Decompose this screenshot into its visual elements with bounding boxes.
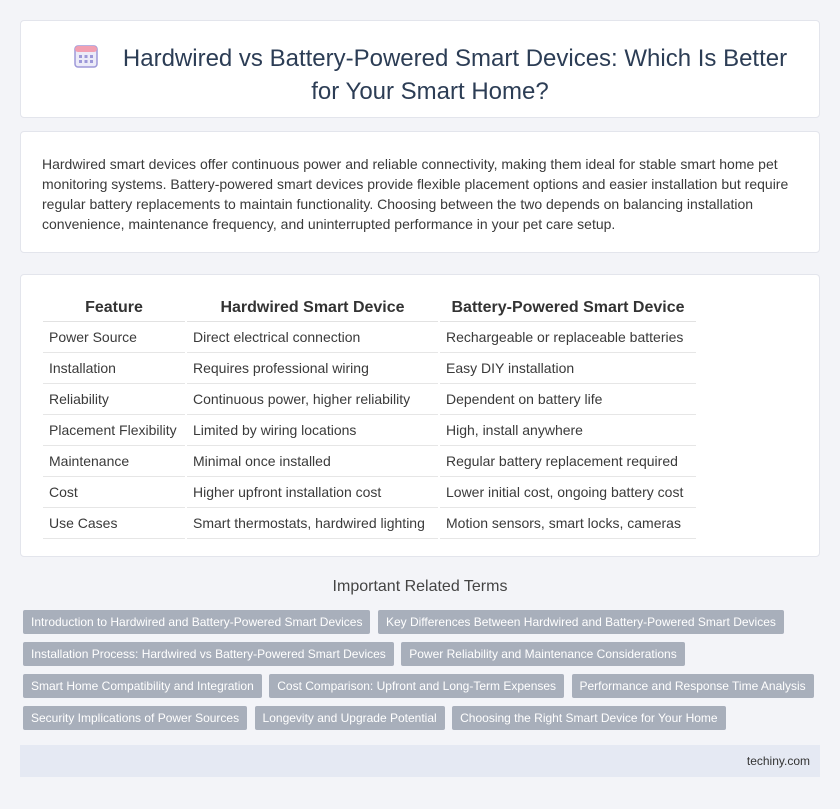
table-cell: Higher upfront installation cost <box>186 476 439 507</box>
table-cell: Easy DIY installation <box>439 352 696 383</box>
table-cell: Smart thermostats, hardwired lighting <box>186 507 439 538</box>
table-cell: Dependent on battery life <box>439 383 696 414</box>
comparison-card <box>20 274 820 557</box>
table-row <box>43 414 696 445</box>
related-term-tag[interactable]: Installation Process: Hardwired vs Battery-Powered Smart Devices <box>23 642 394 666</box>
footer <box>20 745 820 777</box>
related-term-tag[interactable]: Smart Home Compatibility and Integration <box>23 674 262 698</box>
table-cell: Rechargeable or replaceable batteries <box>439 321 696 352</box>
intro-paragraph: Hardwired smart devices offer continuous power and reliable connectivity, making them ideal for stable smart home pet monitoring systems. Battery-powered smart devices provide flexible placement options and easier installation but require regular battery replacements to maintain functionality. Choosing between the two depends on balancing installation convenience, maintenance frequency, and uninterrupted performance in your pet care setup. <box>42 156 789 232</box>
column-header-hardwired: Hardwired Smart Device <box>186 295 439 321</box>
table-cell: Minimal once installed <box>186 445 439 476</box>
table-row <box>43 507 696 538</box>
table-header-row <box>43 295 696 321</box>
related-term-tag[interactable]: Longevity and Upgrade Potential <box>255 706 445 730</box>
table-cell: Power Source <box>43 321 186 352</box>
table-cell: Requires professional wiring <box>186 352 439 383</box>
table-cell: Lower initial cost, ongoing battery cost <box>439 476 696 507</box>
related-term-tag[interactable]: Cost Comparison: Upfront and Long-Term Expenses <box>269 674 564 698</box>
table-cell: Maintenance <box>43 445 186 476</box>
table-row <box>43 476 696 507</box>
calendar-icon <box>73 43 99 77</box>
intro-card <box>20 131 820 253</box>
table-cell: Installation <box>43 352 186 383</box>
footer-site-link[interactable]: techiny.com <box>746 754 810 768</box>
table-row <box>43 383 696 414</box>
table-row <box>43 352 696 383</box>
table-cell: Regular battery replacement required <box>439 445 696 476</box>
table-row <box>43 445 696 476</box>
column-header-battery: Battery-Powered Smart Device <box>439 295 696 321</box>
related-terms-heading: Important Related Terms <box>332 578 508 595</box>
related-terms-list <box>23 610 823 738</box>
related-term-tag[interactable]: Introduction to Hardwired and Battery-Powered Smart Devices <box>23 610 370 634</box>
title-card <box>20 20 820 118</box>
related-term-tag[interactable]: Security Implications of Power Sources <box>23 706 247 730</box>
related-term-tag[interactable]: Power Reliability and Maintenance Considerations <box>401 642 684 666</box>
table-cell: Cost <box>43 476 186 507</box>
table-cell: Continuous power, higher reliability <box>186 383 439 414</box>
table-cell: Placement Flexibility <box>43 414 186 445</box>
related-term-tag[interactable]: Performance and Response Time Analysis <box>572 674 814 698</box>
page-title: Hardwired vs Battery-Powered Smart Devices: Which Is Better for Your Smart Home? <box>122 45 788 105</box>
table-cell: Use Cases <box>43 507 186 538</box>
table-cell: Limited by wiring locations <box>186 414 439 445</box>
related-term-tag[interactable]: Choosing the Right Smart Device for Your Home <box>452 706 725 730</box>
comparison-table <box>43 295 696 539</box>
related-term-tag[interactable]: Key Differences Between Hardwired and Battery-Powered Smart Devices <box>378 610 784 634</box>
table-row <box>43 321 696 352</box>
column-header-feature: Feature <box>43 295 186 321</box>
table-cell: Motion sensors, smart locks, cameras <box>439 507 696 538</box>
table-cell: Reliability <box>43 383 186 414</box>
table-cell: High, install anywhere <box>439 414 696 445</box>
table-cell: Direct electrical connection <box>186 321 439 352</box>
